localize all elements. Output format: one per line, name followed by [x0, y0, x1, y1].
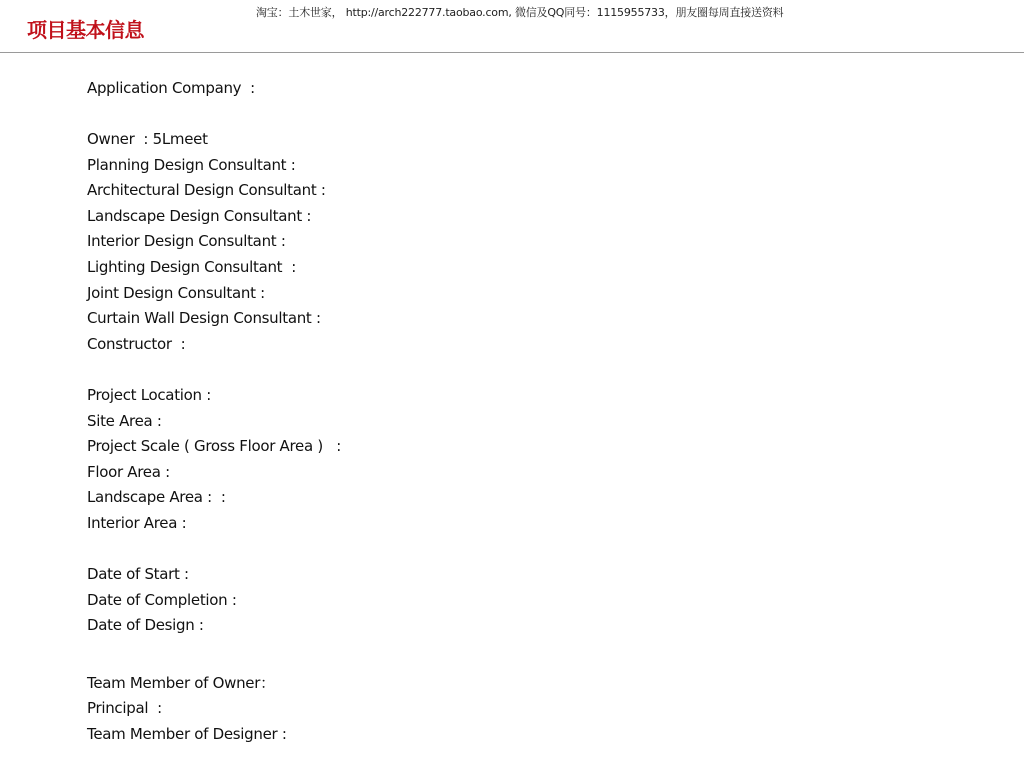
field-project-scale: Project Scale ( Gross Floor Area ) :	[87, 437, 342, 455]
field-date-of-completion: Date of Completion :	[87, 591, 237, 609]
field-date-of-design: Date of Design :	[87, 616, 204, 634]
field-principal: Principal :	[87, 699, 162, 717]
page-title: 项目基本信息	[27, 18, 144, 42]
field-team-member-of-designer: Team Member of Designer :	[87, 725, 287, 743]
field-team-member-of-owner: Team Member of Owner：	[87, 674, 275, 692]
field-project-location: Project Location :	[87, 386, 211, 404]
field-landscape-design-consultant: Landscape Design Consultant :	[87, 207, 312, 225]
header-divider	[0, 52, 1024, 53]
field-lighting-design-consultant: Lighting Design Consultant :	[87, 258, 296, 276]
field-joint-design-consultant: Joint Design Consultant :	[87, 284, 265, 302]
field-application-company: Application Company :	[87, 79, 255, 97]
field-constructor: Constructor :	[87, 335, 186, 353]
field-landscape-area: Landscape Area : :	[87, 488, 226, 506]
field-architectural-design-consultant: Architectural Design Consultant :	[87, 181, 326, 199]
field-planning-design-consultant: Planning Design Consultant :	[87, 156, 296, 174]
field-interior-design-consultant: Interior Design Consultant :	[87, 232, 286, 250]
field-floor-area: Floor Area :	[87, 463, 170, 481]
watermark-text: 淘宝：土木世家， http://arch222777.taobao.com, 微信及QQ同号：1115955733，朋友圈每周直接送资料	[256, 6, 784, 19]
field-owner: Owner : 5Lmeet	[87, 130, 208, 148]
field-site-area: Site Area :	[87, 412, 162, 430]
field-date-of-start: Date of Start :	[87, 565, 189, 583]
field-interior-area: Interior Area :	[87, 514, 187, 532]
field-curtain-wall-design-consultant: Curtain Wall Design Consultant :	[87, 309, 321, 327]
